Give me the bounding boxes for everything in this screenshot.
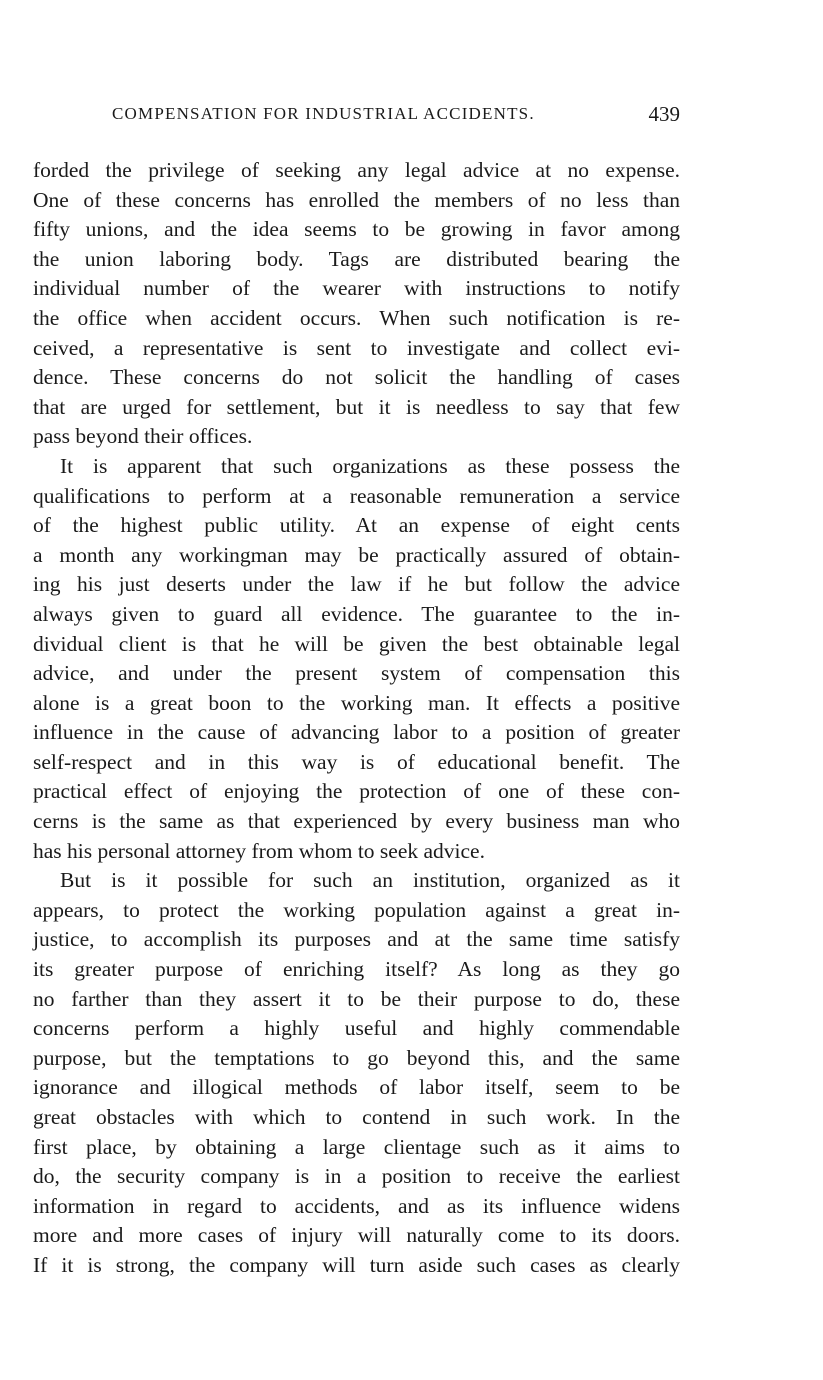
text-line: always given to guard all evidence. The guarantee to the in- <box>33 601 680 626</box>
text-line: first place, by obtaining a large clientage such as it aims to <box>33 1134 680 1159</box>
paragraph <box>33 452 680 866</box>
text-line: forded the privilege of seeking any legal advice at no expense. <box>33 158 680 182</box>
text-line: advice, and under the present system of compensation this <box>33 661 680 686</box>
page-number: 439 <box>648 102 680 126</box>
body-text <box>33 156 680 1281</box>
text-line: But is it possible for such an institution, organized as it <box>60 868 680 893</box>
text-line: information in regard to accidents, and as its influence widens <box>33 1193 680 1218</box>
text-line: purpose, but the temptations to go beyond this, and the same <box>33 1045 680 1070</box>
running-head <box>112 102 680 130</box>
text-line: alone is a great boon to the working man. It effects a positive <box>33 690 680 715</box>
text-line: that are urged for settlement, but it is needless to say that few <box>33 394 680 419</box>
running-title: COMPENSATION FOR INDUSTRIAL ACCIDENTS. <box>112 104 535 123</box>
text-line: a month any workingman may be practically assured of obtain- <box>33 542 680 567</box>
text-line: practical effect of enjoying the protection of one of these con- <box>33 779 680 804</box>
text-line: great obstacles with which to contend in such work. In the <box>33 1105 680 1129</box>
text-line: It is apparent that such organizations as these possess the <box>60 453 680 478</box>
text-line: the office when accident occurs. When such notification is re- <box>33 305 680 330</box>
paragraph <box>33 156 680 452</box>
paragraph <box>33 866 680 1280</box>
text-line: more and more cases of injury will naturally come to its doors. <box>33 1223 680 1248</box>
text-line: the union laboring body. Tags are distributed bearing the <box>33 246 680 271</box>
text-line: ignorance and illogical methods of labor itself, seem to be <box>33 1075 680 1100</box>
text-line: influence in the cause of advancing labor to a position of greater <box>33 720 680 745</box>
text-line: cerns is the same as that experienced by every business man who <box>33 809 680 834</box>
text-line: ceived, a representative is sent to investigate and collect evi- <box>33 335 680 360</box>
text-line: dividual client is that he will be given the best obtainable legal <box>33 631 680 656</box>
text-line: qualifications to perform at a reasonable remuneration a service <box>33 483 680 508</box>
text-line: concerns perform a highly useful and highly commendable <box>33 1016 680 1041</box>
text-line: ing his just deserts under the law if he but follow the advice <box>33 572 680 597</box>
text-line: its greater purpose of enriching itself? As long as they go <box>33 957 680 982</box>
text-line: has his personal attorney from whom to seek advice. <box>33 838 485 863</box>
text-line: individual number of the wearer with instructions to notify <box>33 276 680 301</box>
text-line: pass beyond their offices. <box>33 424 253 449</box>
text-line: of the highest public utility. At an expense of eight cents <box>33 513 680 538</box>
text-line: self-respect and in this way is of educational benefit. The <box>33 749 680 774</box>
text-line: If it is strong, the company will turn aside such cases as clearly <box>33 1252 680 1277</box>
text-line: no farther than they assert it to be their purpose to do, these <box>33 986 680 1011</box>
text-line: justice, to accomplish its purposes and at the same time satisfy <box>33 927 680 952</box>
text-line: fifty unions, and the idea seems to be growing in favor among <box>33 217 680 242</box>
text-line: dence. These concerns do not solicit the handling of cases <box>33 365 680 390</box>
text-line: appears, to protect the working population against a great in- <box>33 897 680 922</box>
text-line: do, the security company is in a position to receive the earliest <box>33 1164 680 1189</box>
text-line: One of these concerns has enrolled the members of no less than <box>33 187 680 212</box>
